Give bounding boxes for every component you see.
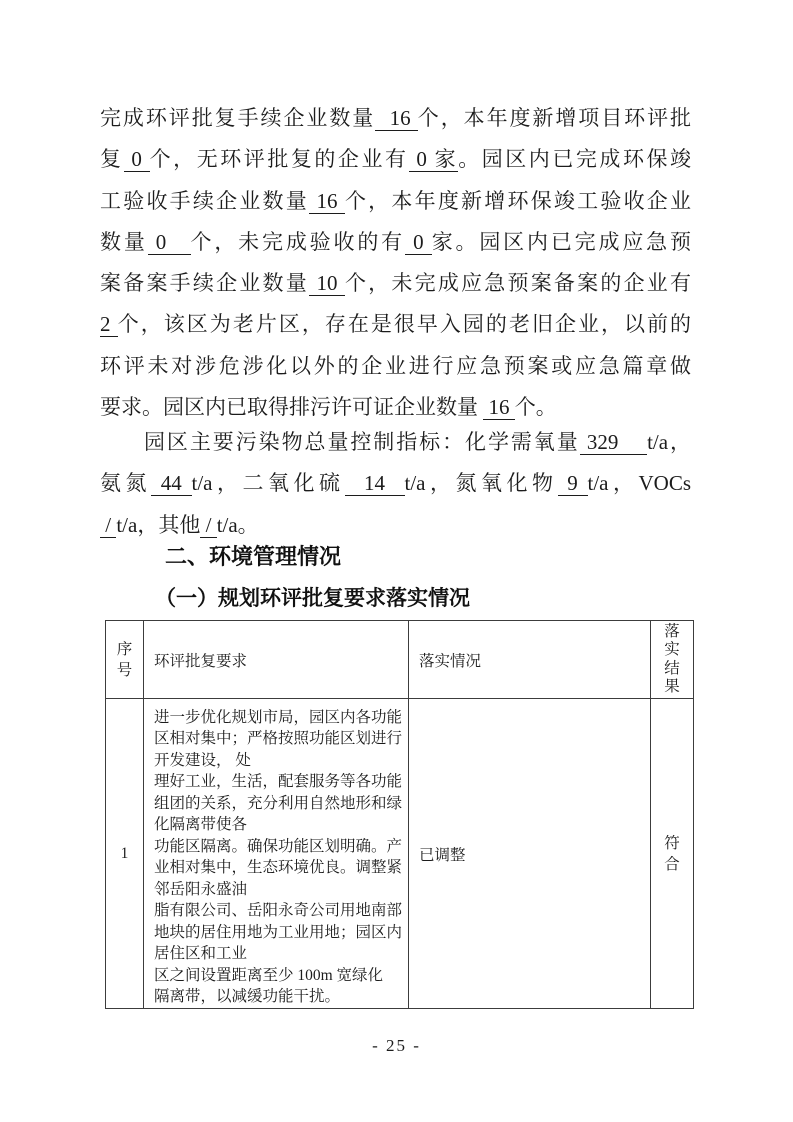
cell-text-line: 地块的居住用地为工业用地；园区内	[154, 923, 403, 941]
page-number: - 25 -	[372, 1036, 421, 1055]
cell-text-line: 居住区和工业	[154, 945, 248, 962]
row-result: 符合	[664, 834, 680, 873]
paragraph-enterprise-stats	[100, 98, 691, 428]
cell-text-line: 邻岳阳永盛油	[154, 880, 248, 898]
text-line	[100, 505, 691, 546]
cell-text-line: 区相对集中；严格按照功能区划进行	[154, 730, 403, 747]
approval-requirements-table	[105, 620, 694, 1009]
text-segment: 园区主要污染物总量控制指标：化学需氧量	[144, 430, 580, 454]
text-line	[100, 304, 691, 345]
col-header-requirement: 环评批复要求	[144, 621, 409, 699]
text-segment: 氨氮	[100, 471, 151, 496]
cell-text-line: 组团的关系，充分利用自然地形和绿	[154, 794, 403, 812]
underlined-blank-value: 2	[100, 312, 118, 337]
text-segment: t/a，	[647, 430, 691, 454]
text-line	[100, 98, 691, 139]
text-segment: 工验收手续企业数量	[100, 188, 309, 213]
text-line	[100, 422, 691, 463]
text-segment: t/a。	[216, 512, 259, 537]
text-segment: 环评未对涉危涉化以外的企业进行应急预案或应急篇章做	[100, 353, 691, 378]
underlined-blank-value: 0	[147, 229, 191, 254]
text-segment: 案备案手续企业数量	[100, 271, 309, 296]
underlined-blank-value: /	[200, 512, 217, 537]
text-line	[100, 463, 691, 504]
cell-text-line: 功能区隔离。确保功能区划明确。产	[154, 837, 403, 855]
row-result-cell	[651, 699, 694, 1009]
cell-text-line: 开发建设， 处	[154, 751, 251, 769]
col-header-result: 落实结果	[664, 622, 680, 695]
underlined-blank-value: 0	[405, 229, 432, 254]
text-segment: 数量	[100, 229, 148, 254]
text-segment: t/a，VOCs	[587, 471, 691, 496]
underlined-blank-value: 9	[557, 471, 588, 496]
text-line	[100, 263, 691, 304]
text-segment: 个，无环评批复的企业有	[149, 147, 409, 172]
text-segment: t/a，二氧化硫	[191, 471, 345, 496]
text-segment: 个，本年度新增项目环评批	[417, 106, 692, 130]
text-segment: 。园区内已完成环保竣	[458, 147, 692, 172]
col-header-result-cell	[651, 621, 694, 699]
text-segment: 要求。园区内已取得排污许可证企业数量	[100, 395, 484, 420]
underlined-blank-value: /	[100, 512, 117, 537]
row-status: 已调整	[409, 699, 651, 1009]
subsection-heading: （一）规划环评批复要求落实情况	[155, 586, 470, 610]
text-line	[100, 222, 691, 263]
underlined-blank-value: 10	[308, 271, 345, 296]
cell-text-line: 进一步优化规划市局，园区内各功能	[154, 708, 403, 726]
underlined-blank-value: 0 家	[408, 147, 459, 172]
text-segment: t/a，氮氧化物	[404, 471, 558, 496]
paragraph-pollutant-totals	[100, 422, 691, 546]
cell-text-line: 隔离带，以减缓功能干扰。	[154, 988, 341, 1005]
text-segment: 家。园区内已完成应急预	[431, 229, 692, 254]
text-line	[100, 346, 691, 387]
text-segment: 复	[100, 147, 124, 172]
underlined-blank-value: 14	[344, 471, 405, 496]
text-line	[100, 139, 691, 180]
row-index: 1	[106, 699, 144, 1009]
text-segment: 个，本年度新增环保竣工验收企业	[344, 188, 692, 213]
underlined-blank-value: 44	[151, 471, 192, 496]
underlined-blank-value: 329	[579, 430, 648, 454]
col-header-status: 落实情况	[409, 621, 651, 699]
row-requirement-text	[144, 699, 409, 1009]
cell-text-line: 业相对集中，生态环境优良。调整紧	[154, 859, 403, 876]
col-header-index: 序号	[116, 640, 133, 679]
text-segment: 个，未完成验收的有	[190, 229, 406, 254]
cell-text-line: 化隔离带使各	[154, 816, 248, 833]
text-segment: 个。	[514, 395, 557, 420]
table-row	[106, 699, 694, 1009]
table-header-row	[106, 621, 694, 699]
section-heading: 二、环境管理情况	[165, 544, 342, 569]
cell-text-line: 区之间设置距离至少 100m 宽绿化	[154, 966, 384, 984]
underlined-blank-value: 16	[308, 188, 345, 213]
text-segment: t/a，其他	[116, 512, 201, 537]
underlined-blank-value: 0	[123, 147, 150, 172]
text-segment: 个，该区为老片区，存在是很早入园的老旧企业，以前的	[117, 312, 692, 337]
underlined-blank-value: 16	[483, 395, 515, 420]
text-segment: 完成环评批复手续企业数量	[100, 106, 376, 130]
underlined-blank-value: 16	[375, 106, 418, 130]
text-segment: 个，未完成应急预案备案的企业有	[344, 271, 692, 296]
cell-text-line: 理好工业，生活，配套服务等各功能	[154, 773, 403, 790]
text-line	[100, 181, 691, 222]
cell-text-line: 脂有限公司、岳阳永奇公司用地南部	[154, 902, 403, 919]
col-header-index-cell	[106, 621, 144, 699]
